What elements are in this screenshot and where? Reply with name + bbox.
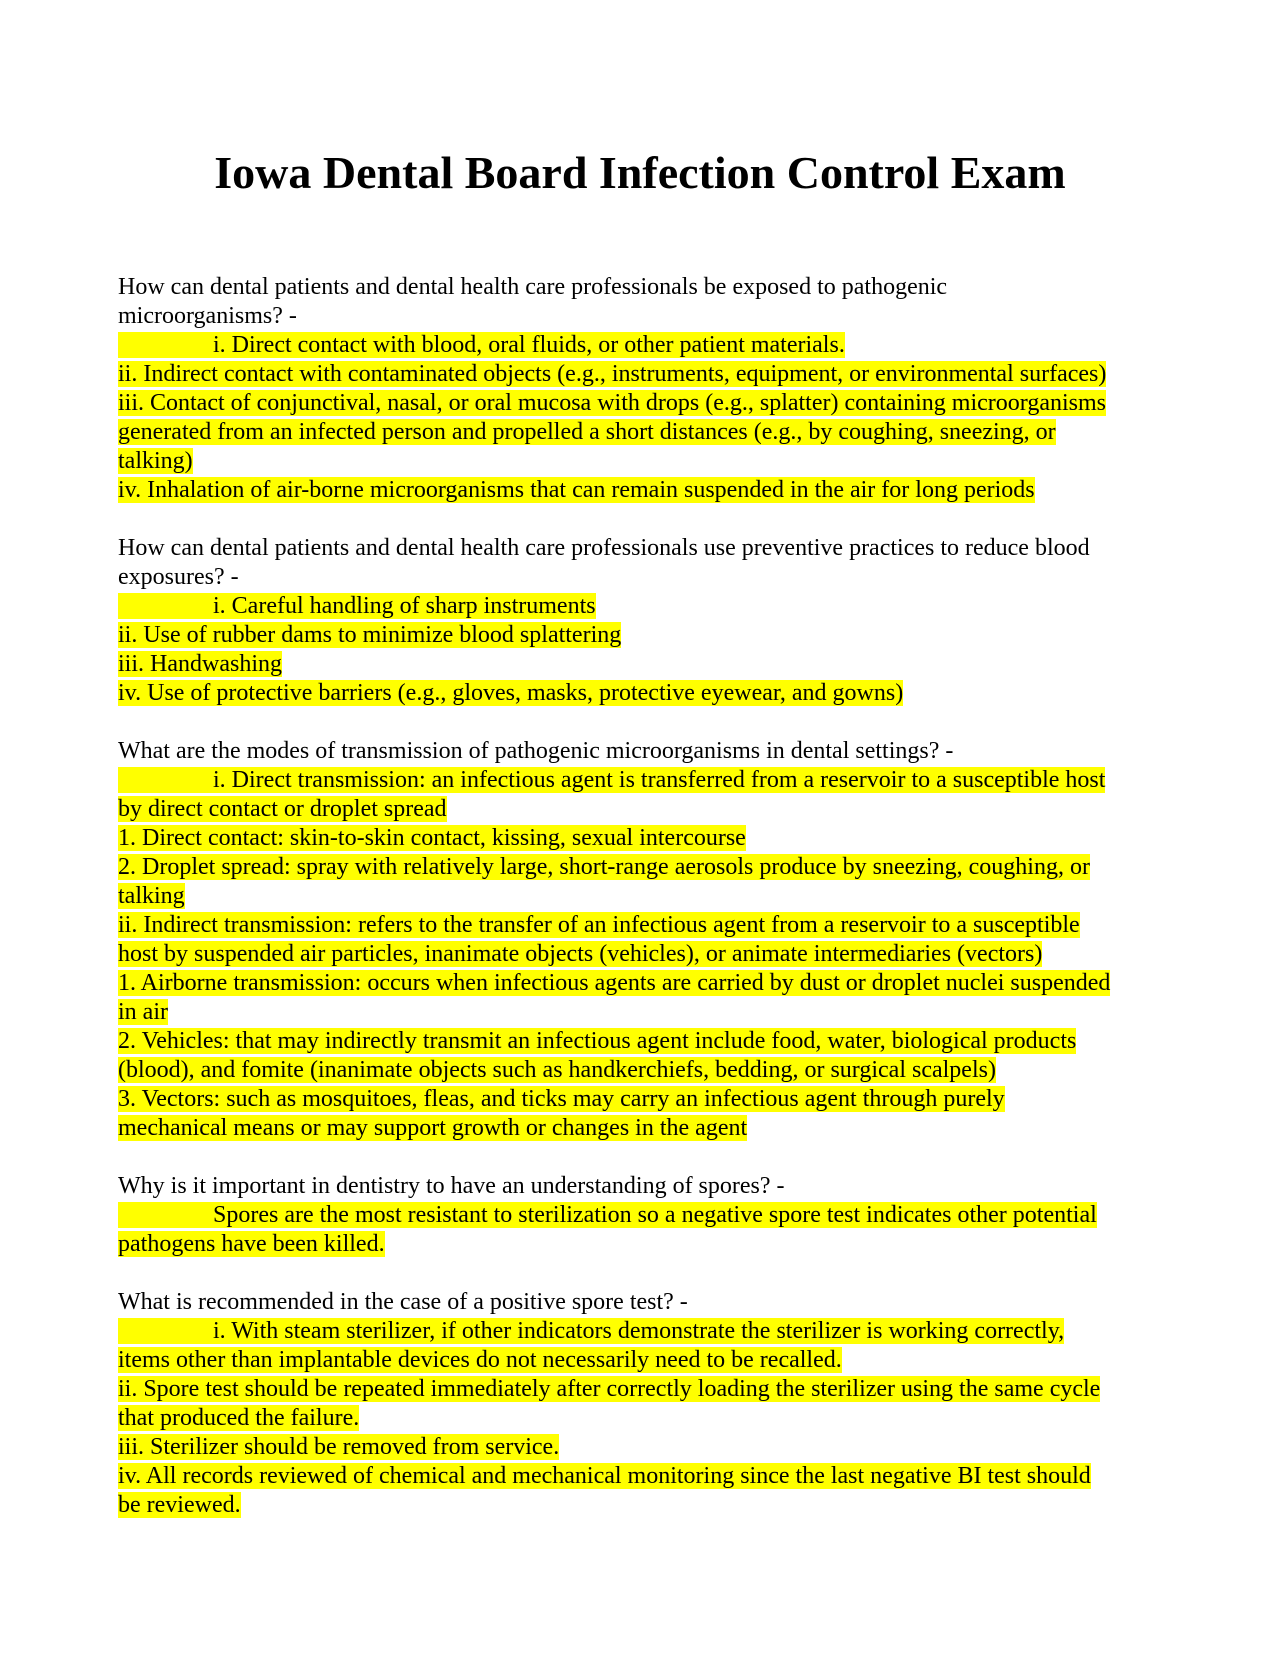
answer-text: i. Direct contact with blood, oral fluids, or other patient materials. (213, 332, 845, 358)
answer-line (118, 389, 1110, 418)
answer-text: talking (118, 883, 185, 909)
answer-text: by direct contact or droplet spread (118, 796, 447, 822)
answer-line (118, 1114, 1110, 1143)
question-line: Why is it important in dentistry to have an understanding of spores? - (118, 1173, 785, 1199)
highlighted-text (118, 1028, 1076, 1054)
highlighted-text (118, 883, 185, 909)
highlighted-text (118, 796, 447, 822)
answer-line (118, 679, 1110, 708)
answer-text: ii. Indirect contact with contaminated objects (e.g., instruments, equipment, or environmental surfaces) (118, 361, 1107, 387)
answer-text: i. With steam sterilizer, if other indicators demonstrate the sterilizer is working correctly, (213, 1318, 1065, 1344)
answer-text: iii. Contact of conjunctival, nasal, or oral mucosa with drops (e.g., splatter) containing microorganisms (118, 390, 1106, 416)
question-line: microorganisms? - (118, 303, 297, 329)
answer-text: 3. Vectors: such as mosquitoes, fleas, and ticks may carry an infectious agent through purely (118, 1086, 1005, 1112)
highlighted-text (118, 970, 1110, 996)
answer-line (118, 824, 1110, 853)
highlighted-text (118, 854, 1090, 880)
answer-line (118, 418, 1110, 447)
answer-text: generated from an infected person and propelled a short distances (e.g., by coughing, sneezing, or (118, 419, 1056, 445)
question-line: What is recommended in the case of a positive spore test? - (118, 1289, 688, 1315)
answer-text: iii. Sterilizer should be removed from service. (118, 1434, 560, 1460)
answer-line (118, 795, 1110, 824)
highlighted-text (118, 1434, 559, 1460)
qa-section (118, 1172, 1110, 1259)
answer-text: pathogens have been killed. (118, 1231, 385, 1257)
answer-line (118, 360, 1110, 389)
qa-section (118, 534, 1110, 708)
highlighted-text (118, 361, 1106, 387)
highlighted-text (118, 1202, 1097, 1228)
highlighted-text (118, 477, 1035, 503)
answer-line (118, 1462, 1110, 1491)
answer-line (118, 331, 1110, 360)
answer-text: (blood), and fomite (inanimate objects such as handkerchiefs, bedding, or surgical scalpels) (118, 1057, 996, 1083)
answer-line (118, 1491, 1110, 1520)
highlighted-text (118, 1492, 241, 1518)
highlighted-text (118, 767, 1105, 793)
highlighted-text (118, 912, 1080, 938)
answer-text: i. Direct transmission: an infectious agent is transferred from a reservoir to a susceptible host (213, 767, 1106, 793)
highlighted-text (118, 825, 746, 851)
answer-line (118, 1230, 1110, 1259)
highlighted-text (118, 1347, 842, 1373)
answer-text: iv. All records reviewed of chemical and mechanical monitoring since the last negative BI test should (118, 1463, 1091, 1489)
highlighted-text (118, 1376, 1100, 1402)
answer-text: Spores are the most resistant to sterilization so a negative spore test indicates other potential (213, 1202, 1097, 1228)
question-line: How can dental patients and dental health care professionals be exposed to pathogenic (118, 274, 948, 300)
highlighted-text (118, 1463, 1091, 1489)
qa-section (118, 273, 1110, 505)
answer-line (118, 650, 1110, 679)
highlighted-text (118, 1086, 1005, 1112)
answer-text: iv. Use of protective barriers (e.g., gloves, masks, protective eyewear, and gowns) (118, 680, 904, 706)
answer-text: in air (118, 999, 168, 1025)
highlighted-text (118, 941, 1042, 967)
answer-line (118, 1375, 1110, 1404)
answer-text: ii. Spore test should be repeated immediately after correctly loading the sterilizer using the same cycle (118, 1376, 1101, 1402)
qa-section (118, 1288, 1110, 1520)
answer-line (118, 1027, 1110, 1056)
answer-text: mechanical means or may support growth or changes in the agent (118, 1115, 748, 1141)
highlighted-text (118, 1115, 747, 1141)
highlighted-text (118, 1057, 996, 1083)
highlighted-text (118, 448, 193, 474)
question-line: How can dental patients and dental health care professionals use preventive practices to reduce blood (118, 535, 1090, 561)
answer-line (118, 853, 1110, 882)
answer-text: 2. Vehicles: that may indirectly transmit an infectious agent include food, water, biological products (118, 1028, 1077, 1054)
highlighted-text (118, 332, 845, 358)
answer-text: 1. Direct contact: skin-to-skin contact, kissing, sexual intercourse (118, 825, 746, 851)
highlighted-text (118, 390, 1106, 416)
document-title: Iowa Dental Board Infection Control Exam (214, 147, 1066, 198)
answer-line (118, 1346, 1110, 1375)
answer-line (118, 476, 1110, 505)
highlighted-text (118, 419, 1056, 445)
answer-line (118, 592, 1110, 621)
answer-text: ii. Indirect transmission: refers to the transfer of an infectious agent from a reservoir to a susceptible (118, 912, 1080, 938)
qa-section (118, 737, 1110, 1143)
answer-line (118, 940, 1110, 969)
highlighted-text (118, 593, 596, 619)
answer-text: 2. Droplet spread: spray with relatively large, short-range aerosols produce by sneezing, coughing, or (118, 854, 1090, 880)
answer-line (118, 969, 1110, 998)
answer-line (118, 766, 1110, 795)
answer-line (118, 621, 1110, 650)
answer-text: ii. Use of rubber dams to minimize blood splattering (118, 622, 622, 648)
answer-text: be reviewed. (118, 1492, 241, 1518)
answer-line (118, 1433, 1110, 1462)
highlighted-text (118, 651, 282, 677)
highlighted-text (118, 680, 903, 706)
answer-text: iv. Inhalation of air-borne microorganisms that can remain suspended in the air for long periods (118, 477, 1035, 503)
answer-text: 1. Airborne transmission: occurs when infectious agents are carried by dust or droplet nuclei suspended (118, 970, 1111, 996)
answer-text: i. Careful handling of sharp instruments (213, 593, 596, 619)
answer-line (118, 1201, 1110, 1230)
highlighted-text (118, 1405, 359, 1431)
answer-text: talking) (118, 448, 193, 474)
document-body (118, 273, 1110, 1520)
question-line: exposures? - (118, 564, 239, 590)
highlighted-text (118, 622, 621, 648)
highlighted-text (118, 999, 168, 1025)
answer-line (118, 1317, 1110, 1346)
answer-line (118, 1085, 1110, 1114)
answer-line (118, 882, 1110, 911)
answer-text: iii. Handwashing (118, 651, 282, 677)
answer-line (118, 998, 1110, 1027)
answer-line (118, 1404, 1110, 1433)
answer-line (118, 447, 1110, 476)
answer-text: host by suspended air particles, inanimate objects (vehicles), or animate intermediaries (vectors) (118, 941, 1043, 967)
highlighted-text (118, 1318, 1064, 1344)
highlighted-text (118, 1231, 385, 1257)
answer-text: items other than implantable devices do not necessarily need to be recalled. (118, 1347, 842, 1373)
answer-line (118, 911, 1110, 940)
question-line: What are the modes of transmission of pathogenic microorganisms in dental settings? - (118, 738, 954, 764)
answer-text: that produced the failure. (118, 1405, 360, 1431)
answer-line (118, 1056, 1110, 1085)
